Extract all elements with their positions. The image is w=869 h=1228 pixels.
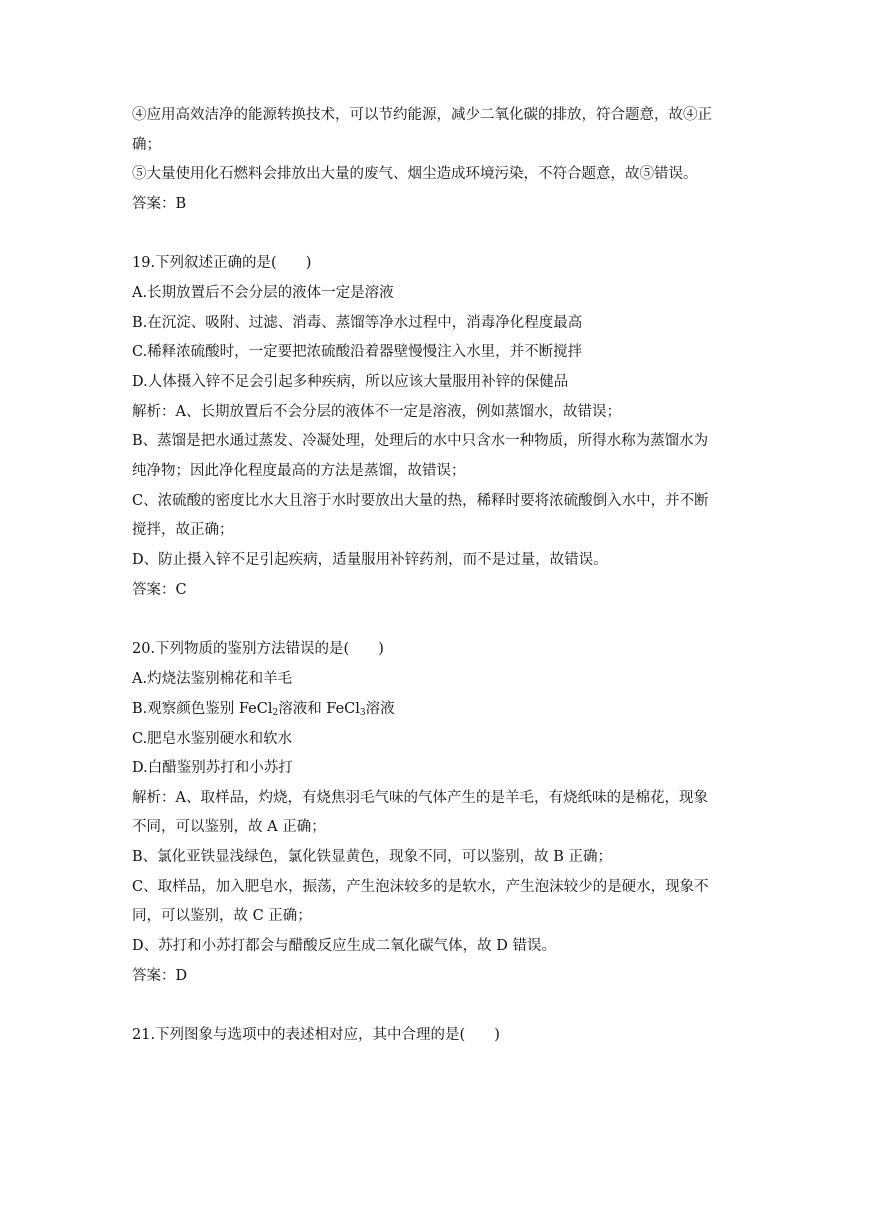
- explanation-line: B、氯化亚铁显浅绿色，氯化铁显黄色，现象不同，可以鉴别，故 B 正确；: [132, 849, 613, 865]
- explanation-line: 不同，可以鉴别，故 A 正确；: [132, 819, 326, 835]
- explanation-line: 确；: [132, 137, 161, 153]
- answer-line: 答案：C: [132, 582, 187, 598]
- option-b-text: 溶液和 FeCl: [278, 701, 360, 717]
- explanation-line: 搅拌，故正确；: [132, 522, 234, 538]
- question-20-stem: 20.下列物质的鉴别方法错误的是( ): [132, 641, 384, 657]
- explanation-line: C、取样品，加入肥皂水，振荡，产生泡沫较多的是软水，产生泡沫较少的是硬水，现象不: [132, 879, 709, 895]
- subscript: 2: [272, 708, 279, 718]
- explanation-line: 同，可以鉴别，故 C 正确；: [132, 908, 312, 924]
- explanation-line: 纯净物；因此净化程度最高的方法是蒸馏，故错误；: [132, 463, 466, 479]
- question-19-stem: 19.下列叙述正确的是( ): [132, 255, 312, 271]
- answer-line: 答案：D: [132, 968, 188, 984]
- option-d: D.人体摄入锌不足会引起多种疾病，所以应该大量服用补锌的保健品: [132, 374, 569, 390]
- option-d: D.白醋鉴别苏打和小苏打: [132, 760, 293, 776]
- explanation-line: 解析：A、取样品，灼烧，有烧焦羽毛气味的气体产生的是羊毛，有烧纸味的是棉花，现象: [132, 790, 708, 806]
- explanation-line: ④应用高效洁净的能源转换技术，可以节约能源，减少二氧化碳的排放，符合题意，故④正: [132, 107, 712, 123]
- subscript: 3: [359, 708, 366, 718]
- option-c: C.稀释浓硫酸时，一定要把浓硫酸沿着器壁慢慢注入水里，并不断搅拌: [132, 344, 583, 360]
- question-21-stem: 21.下列图象与选项中的表述相对应，其中合理的是( ): [132, 1027, 500, 1043]
- option-b: [132, 699, 395, 719]
- answer-line: 答案：B: [132, 196, 187, 212]
- option-a: A.灼烧法鉴别棉花和羊毛: [132, 671, 293, 687]
- explanation-line: B、蒸馏是把水通过蒸发、冷凝处理，处理后的水中只含水一种物质，所得水称为蒸馏水为: [132, 433, 709, 449]
- explanation-line: 解析：A、长期放置后不会分层的液体不一定是溶液，例如蒸馏水，故错误；: [132, 404, 621, 420]
- option-a: A.长期放置后不会分层的液体一定是溶液: [132, 285, 394, 301]
- option-b-text: 溶液: [365, 701, 395, 717]
- explanation-line: C、浓硫酸的密度比水大且溶于水时要放出大量的热，稀释时要将浓硫酸倒入水中，并不断: [132, 493, 709, 509]
- option-b: B.在沉淀、吸附、过滤、消毒、蒸馏等净水过程中，消毒净化程度最高: [132, 315, 583, 331]
- explanation-line: ⑤大量使用化石燃料会排放出大量的废气、烟尘造成环境污染，不符合题意，故⑤错误。: [132, 166, 698, 182]
- option-b-text: B.观察颜色鉴别 FeCl: [132, 701, 273, 717]
- option-c: C.肥皂水鉴别硬水和软水: [132, 731, 293, 747]
- explanation-line: D、防止摄入锌不足引起疾病，适量服用补锌药剂，而不是过量，故错误。: [132, 552, 608, 568]
- explanation-line: D、苏打和小苏打都会与醋酸反应生成二氧化碳气体，故 D 错误。: [132, 938, 556, 954]
